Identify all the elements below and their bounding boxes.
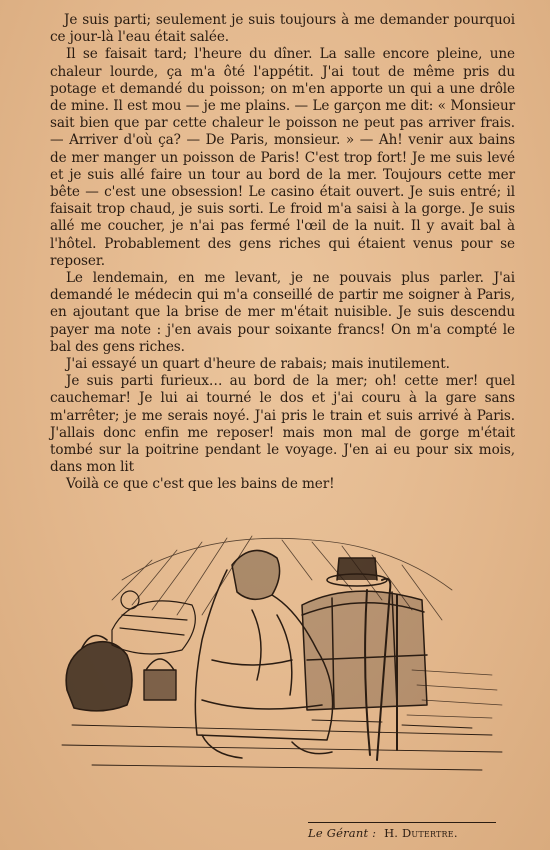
bag-left — [66, 636, 132, 711]
illustration-traveler-with-luggage — [52, 520, 507, 778]
ground-lines — [62, 720, 502, 770]
footer-signature — [308, 822, 496, 840]
paragraph-2: Il se faisait tard; l'heure du dîner. La salle encore pleine, une chaleur lourde, ça m'a ôté l'appétit. J'ai tout de même pris du potage et demandé du poisson; on m'en apporte un qui a une drôle de mine. Il est mou — je me plains. — Le garçon me dit: « Monsieur sait bien que par cette chaleur le poisson ne peut pas arriver frais. — Arriver d'où ça? — De Paris, monsieur. » — Ah! venir aux bains de mer manger un poisson de Paris! C'est trop fort! Je me suis levé et je suis allé faire un tour au bord de la mer. Toujours cette mer bête — c'est une obsession! Le casino était ouvert. Je suis entré; il faisait trop chaud, je suis sorti. Le froid m'a saisi à la gorge. Je suis allé me coucher, je n'ai pas fermé l'œil de la nuit. Il y avait bal à l'hôtel. Probablement des gens riches qui étaient venus pour se reposer. — [50, 46, 515, 269]
basket — [144, 659, 176, 700]
footer-name: H. Dutertre. — [384, 826, 458, 840]
bundle — [112, 591, 195, 654]
paragraph-4: J'ai essayé un quart d'heure de rabais; mais inutilement. — [66, 356, 450, 373]
footer-role: Le Gérant : — [308, 826, 377, 840]
paragraph-6: Voilà ce que c'est que les bains de mer! — [66, 476, 335, 493]
hat — [327, 558, 387, 586]
paragraph-3: Le lendemain, en me levant, je ne pouvais plus parler. J'ai demandé le médecin qui m'a conseillé de partir me soigner à Paris, en ajoutant que la brise de mer m'était nuisible. Je suis descendu payer ma note : j'en avais pour soixante francs! On m'a compté le bal des gens riches. — [50, 270, 515, 355]
paragraph-1: Je suis parti; seulement je suis toujours à me demander pourquoi ce jour-là l'eau était salée. — [50, 12, 515, 46]
paragraph-5: Je suis parti furieux… au bord de la mer; oh! cette mer! quel cauchemar! Je lui ai tourné le dos et j'ai couru à la gare sans m'arrêter; je me serais noyé. J'ai pris le train et suis arrivé à Paris. J'allais donc enfin me reposer! mais mon mal de gorge m'était tombé sur la poitrine pendant le voyage. J'en ai eu pour six mois, dans mon lit — [50, 373, 515, 476]
article-text — [50, 12, 515, 494]
